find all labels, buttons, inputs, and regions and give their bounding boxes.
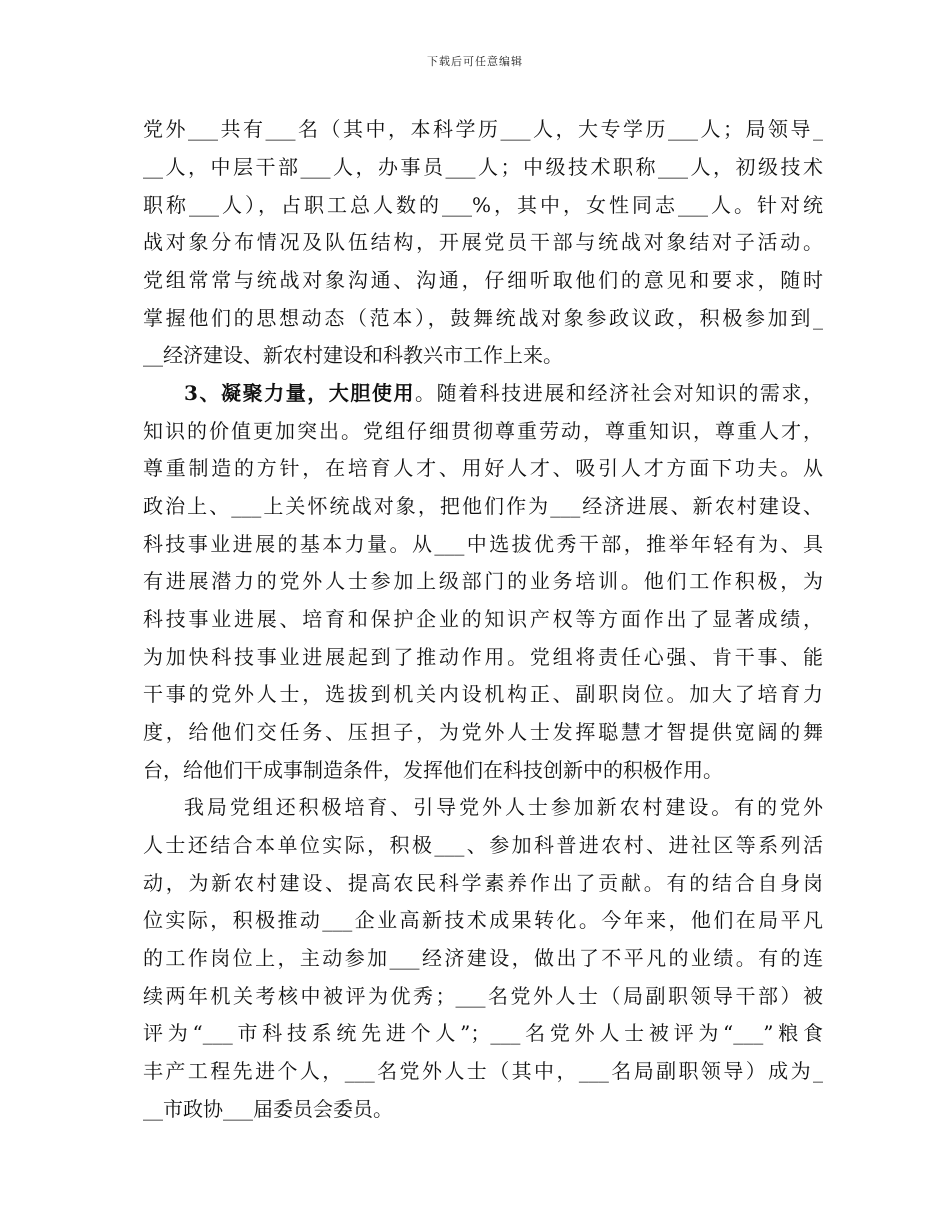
text-line: 我局党组还积极培育、引导党外人士参加新农村建设。有的党外 [184,795,823,819]
text-line: 度，给他们交任务、压担子，为党外人士发挥聪慧才智提供宽阔的舞 [143,720,823,744]
text-line: 科技事业进展、培育和保护企业的知识产权等方面作出了显著成绩， [143,607,823,631]
text-line: 科技事业进展的基本力量。从___中选拔优秀干部，推举年轻有为、具 [143,532,823,556]
text-line: __经济建设、新农村建设和科教兴市工作上来。 [143,343,563,367]
text-line: 掌握他们的思想动态（范本），鼓舞统战对象参政议政，积极参加到_ [143,306,823,330]
text-line: 战对象分布情况及队伍结构，开展党员干部与统战对象结对子活动。 [143,230,823,254]
text-line: 党组常常与统战对象沟通、沟通，仔细听取他们的意见和要求，随时 [143,268,823,292]
text-line: 动，为新农村建设、提高农民科学素养作出了贡献。有的结合自身岗 [143,871,823,895]
page-header: 下载后可任意编辑 [427,55,523,68]
text-line: 尊重制造的方针，在培育人才、用好人才、吸引人才方面下功夫。从 [143,456,823,480]
text-line: __人，中层干部___人，办事员___人；中级技术职称___人，初级技术 [143,155,823,179]
text-line: 党外___共有___名（其中，本科学历___人，大专学历___人；局领导_ [143,117,823,141]
text-line: 为加快科技事业进展起到了推动作用。党组将责任心强、肯干事、能 [143,645,823,669]
text-span: 。随着科技进展和经济社会对知识的需求， [415,381,823,405]
text-line: 位实际，积极推动___企业高新技术成果转化。今年来，他们在局平凡 [143,908,823,932]
text-line: 人士还结合本单位实际，积极___、参加科普进农村、进社区等系列活 [143,833,823,857]
text-line: 丰产工程先进个人，___名党外人士（其中，___名局副职领导）成为_ [143,1059,823,1083]
text-line: 干事的党外人士，选拔到机关内设机构正、副职岗位。加大了培育力 [143,682,823,706]
text-line: 职称___人），占职工总人数的___%，其中，女性同志___人。针对统 [143,193,823,217]
text-line: 的工作岗位上，主动参加___经济建设，做出了不平凡的业绩。有的连 [143,946,823,970]
section-heading: 3、凝聚力量，大胆使用 [184,381,416,405]
text-line: __市政协___届委员会委员。 [143,1097,393,1121]
text-line: 有进展潜力的党外人士参加上级部门的业务培训。他们工作积极，为 [143,569,823,593]
text-line: 知识的价值更加突出。党组仔细贯彻尊重劳动，尊重知识，尊重人才， [143,419,823,443]
text-line: 评为“___市科技系统先进个人”；___名党外人士被评为“___”粮食 [143,1021,823,1045]
text-line: 台，给他们干成事制造条件，发挥他们在科技创新中的积极作用。 [143,758,723,782]
text-line: 政治上、___上关怀统战对象，把他们作为___经济进展、新农村建设、 [143,494,823,518]
text-line: 续两年机关考核中被评为优秀；___名党外人士（局副职领导干部）被 [143,984,823,1008]
section-heading-line [184,375,823,411]
